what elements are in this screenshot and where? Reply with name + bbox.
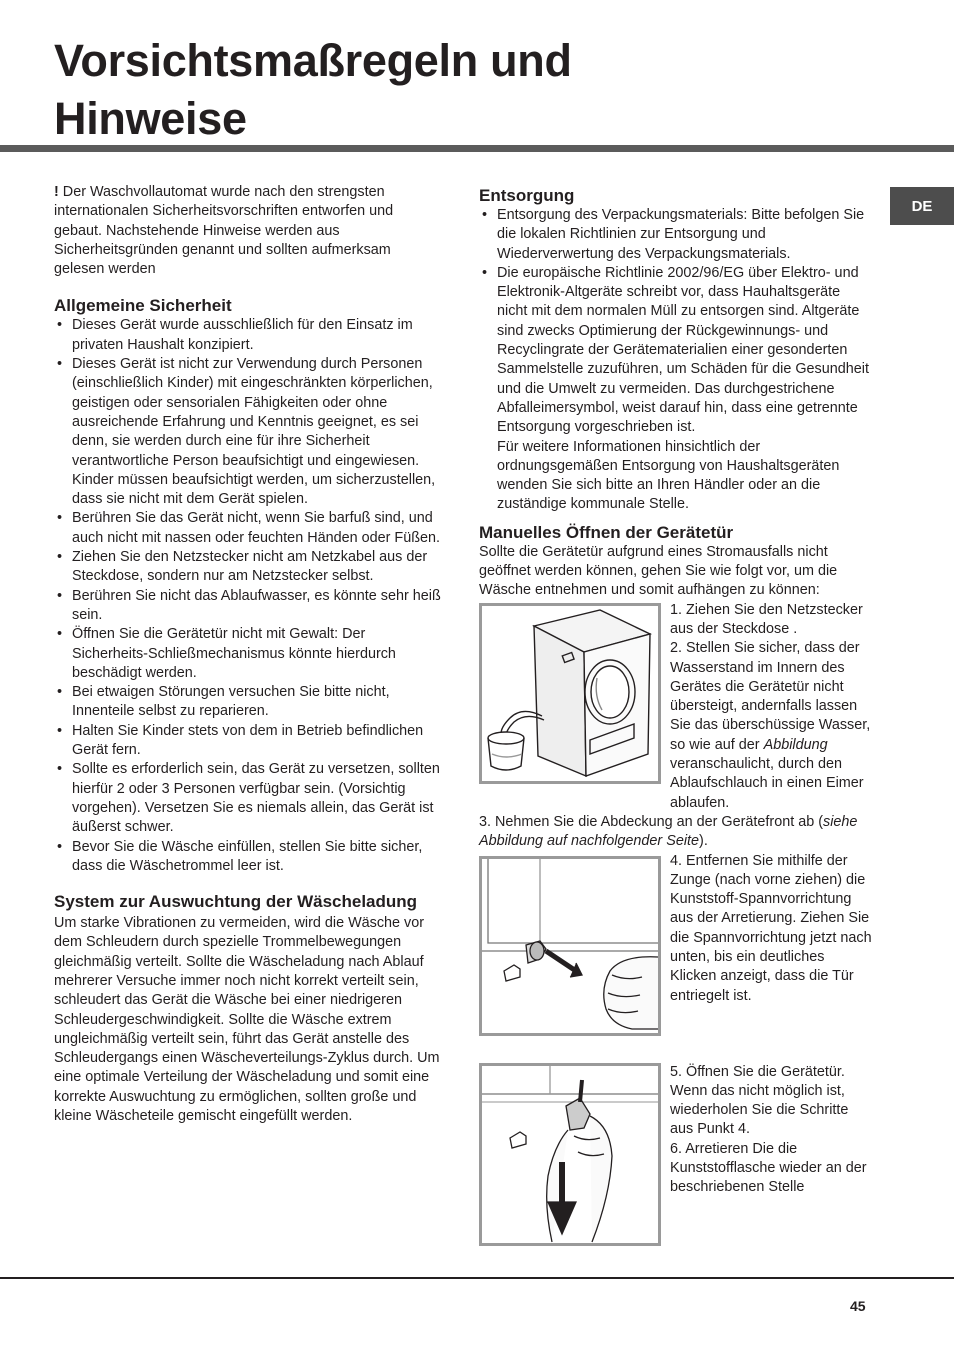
list-item: • Berühren Sie nicht das Ablaufwasser, es könnte sehr heiß sein. [54,587,444,626]
step-2 [670,639,874,813]
step-row-1 [479,601,874,813]
disposal-list [479,206,874,515]
page-title-line2: Hinweise [54,93,247,144]
step-text-5-6 [670,1063,874,1198]
footer-rule [0,1277,954,1279]
list-item: • Ziehen Sie den Netzstecker nicht am Netzkabel aus der Steckdose, sondern nur am Netzstecker selbst. [54,548,444,587]
step-2-emphasis: Abbildung [763,736,828,753]
page-title [54,32,572,148]
page-number: 45 [850,1298,866,1314]
step-1: 1. Ziehen Sie den Netzstecker aus der Steckdose . [670,601,863,637]
figure-washer-drain [479,603,661,784]
step-3-emphasis: siehe Abbildung auf nachfolgender Seite [479,813,858,850]
pull-down-illustration [482,1066,658,1243]
list-item [479,264,874,515]
step-row-5 [479,1063,874,1246]
list-item: • Halten Sie Kinder stets von dem in Betrieb befindlichen Gerät fern. [54,722,444,761]
heading-entsorgung: Entsorgung [479,186,575,205]
figure-pull-down [479,1063,661,1246]
list-item: • Dieses Gerät ist nicht zur Verwendung durch Personen (einschließlich Kinder) mit eingeschränkten körperlichen, geistigen oder sensorialen Fähigkeiten oder ohne ausreichende Erfahrung und Kenntnis geeignet, es sei denn, sie werden durch eine für ihre Sicherheit verantwortliche Person beaufsichtigt und eingewiesen. Kinder müssen beaufsichtigt werden, um sicherzustellen, dass sie nicht mit dem Gerät spielen. [54,355,444,509]
list-item: • Dieses Gerät wurde ausschließlich für den Einsatz im privaten Haushalt konzipiert. [54,316,444,355]
heading-auswuchtung: System zur Auswuchtung der Wäscheladung [54,892,418,912]
intro-text: Der Waschvollautomat wurde nach den strengsten internationalen Sicherheitsvorschriften entworfen und gebaut. Nachstehende Hinweise werden aus Sicherheitsgründen genannt und sollten aufmerksam gelesen werden [54,184,394,278]
heading-allgemeine-sicherheit: Allgemeine Sicherheit [54,296,232,316]
step-text-4 [670,852,874,1006]
step-2-text: 2. Stellen Sie sicher, dass der Wasserstand im Innern des Gerätes die Gerätetür nicht übersteigt, andernfalls lassen Sie das überschüssige Wasser, so wie auf der [670,640,871,753]
figure-pull-tab [479,856,661,1036]
left-column [54,183,444,1126]
pull-tab-illustration [482,859,658,1033]
page-title-line1: Vorsichtsmaßregeln und [54,35,572,86]
list-item: • Berühren Sie das Gerät nicht, wenn Sie barfuß sind, und auch nicht mit nassen oder feuchten Händen oder Füßen. [54,509,444,548]
step-3-text: 3. Nehmen Sie die Abdeckung an der Gerätefront ab ( [479,813,823,830]
disposal-more-info: Für weitere Informationen hinsichtlich der ordnungsgemäßen Entsorgung von Haushaltsgeräten wenden Sie sich bitte an Ihren Händler oder an die zuständige kommunale Stelle. [497,438,840,513]
list-item: • Entsorgung des Verpackungsmaterials: Bitte befolgen Sie die lokalen Richtlinien zur Entsorgung und Wiederverwertung des Verpackungsmaterials. [479,206,874,264]
list-item: • Sollte es erforderlich sein, das Gerät zu versetzen, sollten hierfür 2 oder 3 Personen verfügbar sein. (Vorsichtig vorgehen). Versetzen Sie es niemals allein, das Gerät ist äußerst schwer. [54,760,444,837]
list-item: • Öffnen Sie die Gerätetür nicht mit Gewalt: Der Sicherheits-Schließmechanismus könnte hierdurch beschädigt werden. [54,625,444,683]
warning-mark: ! [54,184,59,200]
washing-machine-drain-illustration [482,606,658,781]
step-3 [479,813,874,852]
safety-list [54,316,444,876]
heading-manuelles-oeffnen: Manuelles Öffnen der Gerätetür [479,522,734,542]
manual-open-intro: Sollte die Gerätetür aufgrund eines Stromausfalls nicht geöffnet werden können, gehen Sie wie folgt vor, um die Wäsche entnehmen und somit aufhängen zu können: [479,543,838,599]
language-badge: DE [890,187,954,225]
step-4: 4. Entfernen Sie mithilfe der Zunge (nach vorne ziehen) die Kunststoff-Spannvorrichtung aus der Arretierung. Ziehen Sie die Spannvorrichtung jetzt nach unten, bis ein deutliches Klicken anzeigt, dass die Tür entriegelt ist. [670,852,872,1004]
step-6: 6. Arretieren Die die Kunststofflasche wieder an der beschriebenen Stelle [670,1140,867,1196]
header-rule [0,145,954,152]
step-5: 5. Öffnen Sie die Gerätetür. Wenn das nicht möglich ist, wiederholen Sie die Schritte aus Punkt 4. [670,1063,849,1138]
auswuchtung-text: Um starke Vibrationen zu vermeiden, wird die Wäsche vor dem Schleudern durch spezielle Trommelbewegungen gleichmäßig verteilt. Sollte die Wäscheladung nach Ablauf mehrerer Versuche immer noch nicht korrekt verteilt sein, schleudert das Gerät die Wäsche bei einer niedrigeren Schleudergeschwindigkeit. Sollte die Wäsche extrem ungleichmäßig verteilt sein, führt das Gerät anstelle des Schleudergangs einen Wäscheverteilungs-Zyklus durch. Um eine optimale Verteilung der Wäscheladung und somit eine korrekte Auswuchtung zu ermöglichen, sollten große und kleine Wäscheteile gemischt eingefüllt werden. [54,915,440,1125]
disposal-directive-text: Die europäische Richtlinie 2002/96/EG über Elektro- und Elektronik-Altgeräte schreibt vor, dass Hauhaltsgeräte nicht mit dem normalen Müll zu entsorgen sind. Altgeräte sind zwecks Optimierung der Rückgewinnungs- und Recyclingrate der Gerätematerialien einer gesonderten Sammelstelle zuzuführen, um Schäden für die Gesundheit und die Umwelt zu vermeiden. Das durchgestrichene Abfalleimersymbol, weist darauf hin, dass eine getrennte Entsorgung vorgeschrieben ist. [497,264,869,436]
list-item: • Bei etwaigen Störungen versuchen Sie bitte nicht, Innenteile selbst zu reparieren. [54,683,444,722]
step-row-4 [479,852,874,1036]
step-2-text-end: veranschaulicht, durch den Ablaufschlauch in einen Eimer ablaufen. [670,756,864,811]
intro-paragraph [54,183,444,279]
right-column [479,187,874,1246]
step-text-1-2 [670,601,874,813]
step-3-text-end: ). [699,833,708,850]
list-item: • Bevor Sie die Wäsche einfüllen, stellen Sie bitte sicher, dass die Wäschetrommel leer ist. [54,838,444,877]
